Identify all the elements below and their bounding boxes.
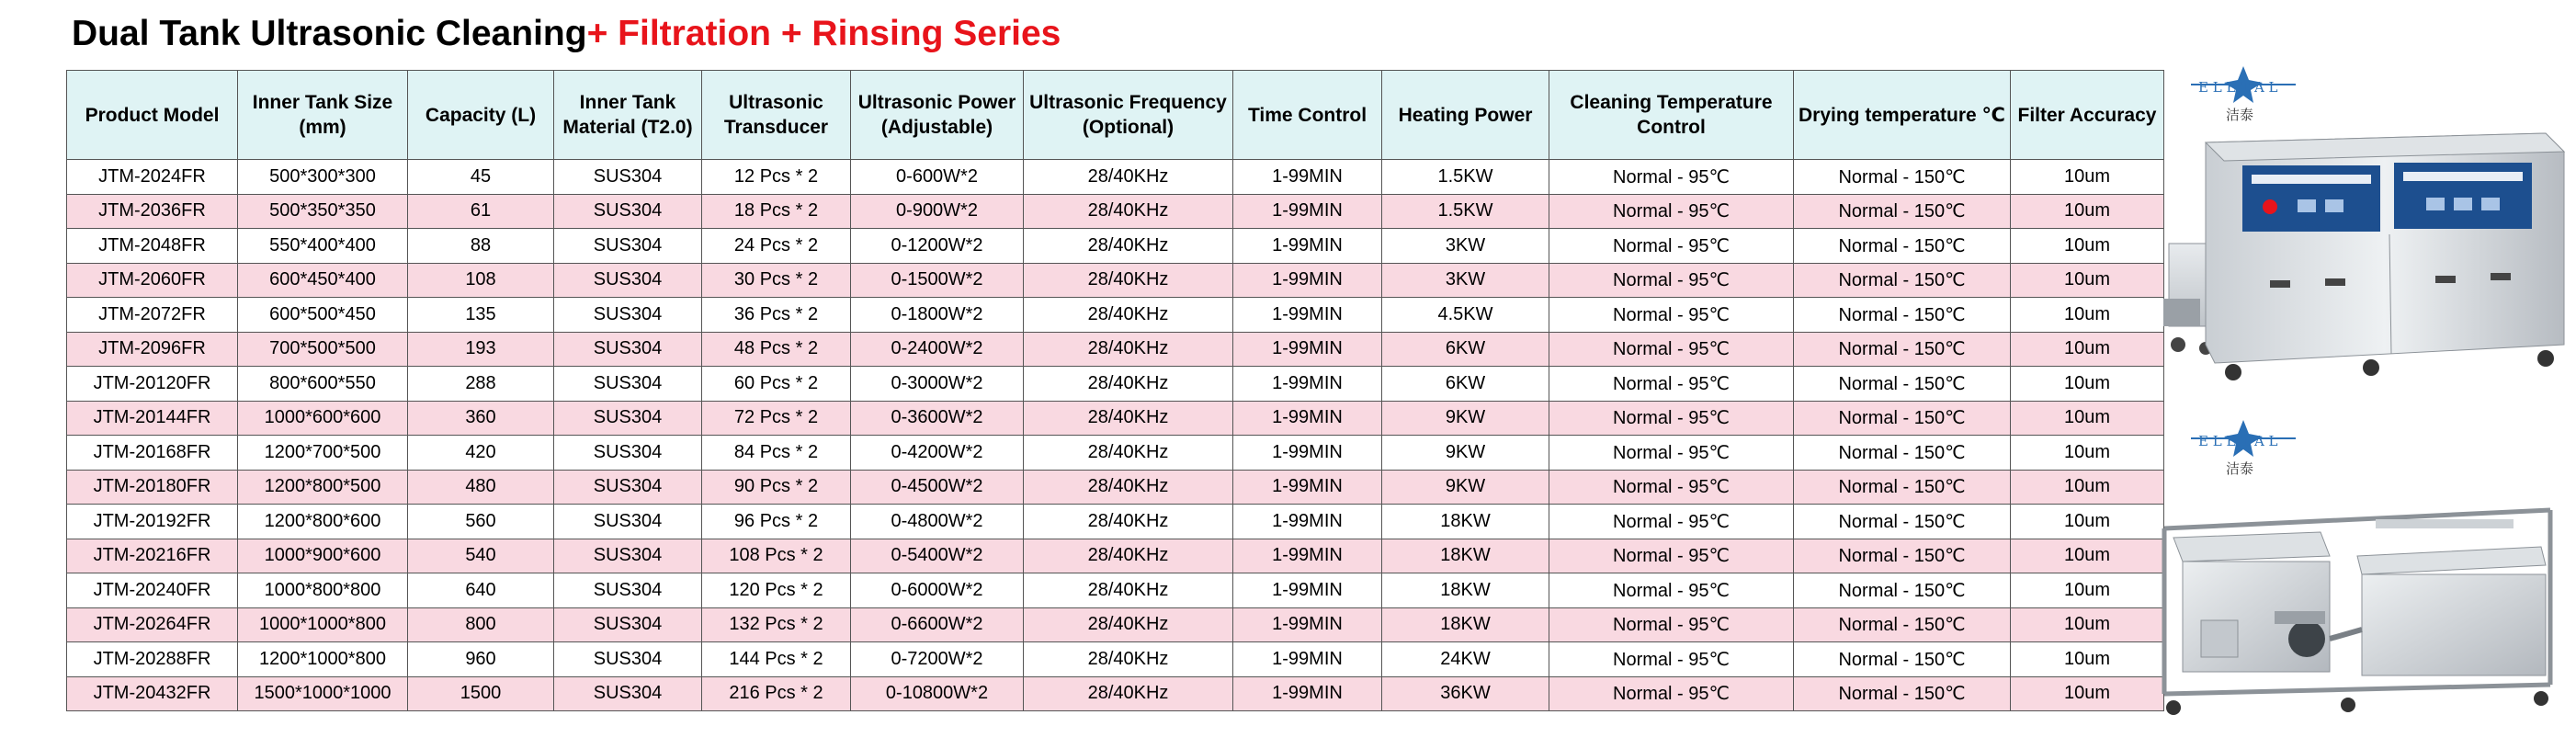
table-cell: Normal - 150℃ <box>1794 642 2011 677</box>
header-cell: Heating Power <box>1382 71 1549 160</box>
table-cell: 0-6600W*2 <box>851 607 1024 642</box>
table-cell: 120 Pcs * 2 <box>702 573 851 608</box>
table-cell: 28/40KHz <box>1024 263 1233 298</box>
table-cell: 700*500*500 <box>238 332 408 367</box>
table-cell: 18 Pcs * 2 <box>702 194 851 229</box>
table-cell: 1-99MIN <box>1233 607 1382 642</box>
table-cell: 560 <box>408 505 554 539</box>
table-cell: 1-99MIN <box>1233 298 1382 333</box>
table-cell: 0-4800W*2 <box>851 505 1024 539</box>
table-cell: 1000*600*600 <box>238 401 408 436</box>
table-cell: 1200*800*500 <box>238 470 408 505</box>
table-cell: 10um <box>2011 229 2164 264</box>
table-cell: 28/40KHz <box>1024 505 1233 539</box>
table-cell: SUS304 <box>554 229 702 264</box>
table-cell: 12 Pcs * 2 <box>702 160 851 195</box>
table-cell: 3KW <box>1382 263 1549 298</box>
table-cell: 28/40KHz <box>1024 160 1233 195</box>
page-title <box>72 11 1061 57</box>
table-cell: 88 <box>408 229 554 264</box>
header-cell: Ultrasonic Transducer <box>702 71 851 160</box>
header-cell: Ultrasonic Frequency (Optional) <box>1024 71 1233 160</box>
table-cell: 1-99MIN <box>1233 332 1382 367</box>
table-cell: Normal - 150℃ <box>1794 229 2011 264</box>
table-cell: SUS304 <box>554 607 702 642</box>
table-cell: SUS304 <box>554 573 702 608</box>
table-cell: Normal - 150℃ <box>1794 436 2011 471</box>
table-cell: 0-3600W*2 <box>851 401 1024 436</box>
header-cell: Time Control <box>1233 71 1382 160</box>
table-cell: 500*350*350 <box>238 194 408 229</box>
table-cell: JTM-20432FR <box>67 676 238 711</box>
table-cell: 10um <box>2011 607 2164 642</box>
table-cell: SUS304 <box>554 436 702 471</box>
table-cell: 28/40KHz <box>1024 607 1233 642</box>
table-cell: Normal - 95℃ <box>1549 642 1794 677</box>
table-cell: 420 <box>408 436 554 471</box>
table-cell: 108 <box>408 263 554 298</box>
table-cell: Normal - 95℃ <box>1549 470 1794 505</box>
table-cell: 6KW <box>1382 367 1549 402</box>
table-cell: Normal - 150℃ <box>1794 298 2011 333</box>
table-row <box>67 229 2164 264</box>
table-cell: JTM-2024FR <box>67 160 238 195</box>
table-row <box>67 607 2164 642</box>
table-cell: 36KW <box>1382 676 1549 711</box>
table-cell: 96 Pcs * 2 <box>702 505 851 539</box>
table-cell: SUS304 <box>554 642 702 677</box>
table-cell: SUS304 <box>554 401 702 436</box>
table-cell: 9KW <box>1382 436 1549 471</box>
header-cell: Inner Tank Material (T2.0) <box>554 71 702 160</box>
table-cell: 30 Pcs * 2 <box>702 263 851 298</box>
table-cell: JTM-2096FR <box>67 332 238 367</box>
table-cell: Normal - 150℃ <box>1794 505 2011 539</box>
table-row <box>67 332 2164 367</box>
table-cell: JTM-20264FR <box>67 607 238 642</box>
table-cell: Normal - 150℃ <box>1794 607 2011 642</box>
table-cell: 0-4500W*2 <box>851 470 1024 505</box>
table-cell: 61 <box>408 194 554 229</box>
table-cell: 0-2400W*2 <box>851 332 1024 367</box>
table-cell: 18KW <box>1382 573 1549 608</box>
table-cell: 1000*800*800 <box>238 573 408 608</box>
table-cell: 84 Pcs * 2 <box>702 436 851 471</box>
table-cell: 0-600W*2 <box>851 160 1024 195</box>
table-cell: SUS304 <box>554 676 702 711</box>
table-cell: 10um <box>2011 401 2164 436</box>
table-cell: 1-99MIN <box>1233 160 1382 195</box>
table-cell: 90 Pcs * 2 <box>702 470 851 505</box>
table-cell: 1200*700*500 <box>238 436 408 471</box>
dual-tank-filtration-machine-image <box>2146 501 2569 735</box>
table-cell: Normal - 150℃ <box>1794 160 2011 195</box>
table-cell: Normal - 95℃ <box>1549 367 1794 402</box>
table-cell: SUS304 <box>554 505 702 539</box>
table-cell: 1-99MIN <box>1233 642 1382 677</box>
table-cell: 1-99MIN <box>1233 401 1382 436</box>
brand-logo <box>2185 418 2301 477</box>
table-cell: Normal - 150℃ <box>1794 676 2011 711</box>
table-cell: 0-1500W*2 <box>851 263 1024 298</box>
table-cell: 640 <box>408 573 554 608</box>
table-row <box>67 160 2164 195</box>
table-cell: 500*300*300 <box>238 160 408 195</box>
table-cell: Normal - 150℃ <box>1794 194 2011 229</box>
logo-star-icon <box>2185 64 2301 123</box>
table-row <box>67 367 2164 402</box>
table-cell: 28/40KHz <box>1024 401 1233 436</box>
table-cell: 135 <box>408 298 554 333</box>
table-cell: 72 Pcs * 2 <box>702 401 851 436</box>
header-cell: Drying temperature ℃ <box>1794 71 2011 160</box>
table-cell: 0-5400W*2 <box>851 539 1024 573</box>
table-cell: JTM-20192FR <box>67 505 238 539</box>
table-row <box>67 298 2164 333</box>
table-cell: Normal - 150℃ <box>1794 332 2011 367</box>
table-cell: 9KW <box>1382 401 1549 436</box>
table-cell: 48 Pcs * 2 <box>702 332 851 367</box>
table-cell: 10um <box>2011 642 2164 677</box>
table-row <box>67 505 2164 539</box>
table-cell: 800 <box>408 607 554 642</box>
table-cell: 10um <box>2011 367 2164 402</box>
table-cell: 144 Pcs * 2 <box>702 642 851 677</box>
table-cell: SUS304 <box>554 160 702 195</box>
table-cell: 1-99MIN <box>1233 367 1382 402</box>
table-header-row <box>67 71 2164 160</box>
table-cell: Normal - 95℃ <box>1549 607 1794 642</box>
table-row <box>67 676 2164 711</box>
table-cell: 132 Pcs * 2 <box>702 607 851 642</box>
table-cell: 10um <box>2011 505 2164 539</box>
table-cell: JTM-20120FR <box>67 367 238 402</box>
table-cell: 28/40KHz <box>1024 436 1233 471</box>
table-cell: SUS304 <box>554 470 702 505</box>
table-cell: Normal - 150℃ <box>1794 573 2011 608</box>
table-cell: 216 Pcs * 2 <box>702 676 851 711</box>
table-cell: 10um <box>2011 160 2164 195</box>
table-cell: Normal - 95℃ <box>1549 160 1794 195</box>
table-cell: 28/40KHz <box>1024 573 1233 608</box>
table-cell: 28/40KHz <box>1024 642 1233 677</box>
table-cell: JTM-20240FR <box>67 573 238 608</box>
table-cell: 600*500*450 <box>238 298 408 333</box>
table-cell: 600*450*400 <box>238 263 408 298</box>
table-cell: 28/40KHz <box>1024 194 1233 229</box>
table-cell: 1-99MIN <box>1233 470 1382 505</box>
table-cell: SUS304 <box>554 194 702 229</box>
table-cell: Normal - 95℃ <box>1549 194 1794 229</box>
table-cell: 0-3000W*2 <box>851 367 1024 402</box>
table-cell: 0-10800W*2 <box>851 676 1024 711</box>
table-cell: 1500 <box>408 676 554 711</box>
table-cell: 10um <box>2011 436 2164 471</box>
table-cell: JTM-2048FR <box>67 229 238 264</box>
table-cell: 60 Pcs * 2 <box>702 367 851 402</box>
table-cell: Normal - 95℃ <box>1549 229 1794 264</box>
table-cell: 36 Pcs * 2 <box>702 298 851 333</box>
table-cell: 28/40KHz <box>1024 539 1233 573</box>
table-cell: 1-99MIN <box>1233 263 1382 298</box>
table-cell: 1.5KW <box>1382 194 1549 229</box>
table-cell: 550*400*400 <box>238 229 408 264</box>
table-cell: Normal - 150℃ <box>1794 401 2011 436</box>
table-cell: 0-1800W*2 <box>851 298 1024 333</box>
table-cell: JTM-20144FR <box>67 401 238 436</box>
table-cell: 45 <box>408 160 554 195</box>
table-cell: JTM-20216FR <box>67 539 238 573</box>
table-cell: 28/40KHz <box>1024 676 1233 711</box>
table-cell: Normal - 95℃ <box>1549 573 1794 608</box>
table-cell: 18KW <box>1382 505 1549 539</box>
table-cell: 0-1200W*2 <box>851 229 1024 264</box>
spec-table <box>66 70 2164 711</box>
table-cell: JTM-20168FR <box>67 436 238 471</box>
table-cell: 1-99MIN <box>1233 194 1382 229</box>
table-cell: Normal - 150℃ <box>1794 470 2011 505</box>
table-cell: 10um <box>2011 470 2164 505</box>
dual-tank-cabinet-machine-image <box>2160 124 2576 395</box>
table-cell: Normal - 150℃ <box>1794 263 2011 298</box>
table-cell: 0-900W*2 <box>851 194 1024 229</box>
table-cell: 960 <box>408 642 554 677</box>
table-row <box>67 642 2164 677</box>
table-cell: 193 <box>408 332 554 367</box>
table-cell: 1200*800*600 <box>238 505 408 539</box>
table-cell: 288 <box>408 367 554 402</box>
table-row <box>67 573 2164 608</box>
table-cell: Normal - 150℃ <box>1794 539 2011 573</box>
table-cell: JTM-2072FR <box>67 298 238 333</box>
table-cell: JTM-20288FR <box>67 642 238 677</box>
header-cell: Ultrasonic Power (Adjustable) <box>851 71 1024 160</box>
header-cell: Cleaning Temperature Control <box>1549 71 1794 160</box>
table-cell: 28/40KHz <box>1024 367 1233 402</box>
table-row <box>67 436 2164 471</box>
table-cell: Normal - 95℃ <box>1549 263 1794 298</box>
table-cell: 0-4200W*2 <box>851 436 1024 471</box>
table-cell: JTM-2060FR <box>67 263 238 298</box>
table-cell: 1200*1000*800 <box>238 642 408 677</box>
table-cell: 3KW <box>1382 229 1549 264</box>
table-cell: SUS304 <box>554 263 702 298</box>
table-cell: 4.5KW <box>1382 298 1549 333</box>
table-cell: 360 <box>408 401 554 436</box>
table-cell: 0-7200W*2 <box>851 642 1024 677</box>
table-cell: SUS304 <box>554 298 702 333</box>
table-cell: 10um <box>2011 332 2164 367</box>
table-cell: 18KW <box>1382 539 1549 573</box>
table-cell: 1-99MIN <box>1233 573 1382 608</box>
table-cell: 6KW <box>1382 332 1549 367</box>
table-row <box>67 401 2164 436</box>
table-cell: 10um <box>2011 573 2164 608</box>
table-cell: 24 Pcs * 2 <box>702 229 851 264</box>
table-cell: 10um <box>2011 194 2164 229</box>
table-cell: 28/40KHz <box>1024 332 1233 367</box>
table-cell: 9KW <box>1382 470 1549 505</box>
table-cell: Normal - 95℃ <box>1549 401 1794 436</box>
table-cell: 28/40KHz <box>1024 229 1233 264</box>
logo-letters: E L E T A L <box>2198 433 2278 449</box>
header-cell: Capacity (L) <box>408 71 554 160</box>
table-cell: JTM-20180FR <box>67 470 238 505</box>
logo-star-icon <box>2185 418 2301 477</box>
table-cell: 1-99MIN <box>1233 539 1382 573</box>
table-cell: SUS304 <box>554 367 702 402</box>
table-cell: 1000*1000*800 <box>238 607 408 642</box>
table-cell: 28/40KHz <box>1024 470 1233 505</box>
table-cell: 1.5KW <box>1382 160 1549 195</box>
table-cell: 10um <box>2011 263 2164 298</box>
brand-logo <box>2185 64 2301 123</box>
table-cell: Normal - 95℃ <box>1549 676 1794 711</box>
table-cell: 540 <box>408 539 554 573</box>
table-cell: 0-6000W*2 <box>851 573 1024 608</box>
table-cell: 10um <box>2011 298 2164 333</box>
table-cell: 1-99MIN <box>1233 505 1382 539</box>
table-cell: 1000*900*600 <box>238 539 408 573</box>
table-cell: JTM-2036FR <box>67 194 238 229</box>
table-cell: 1-99MIN <box>1233 229 1382 264</box>
table-cell: 10um <box>2011 676 2164 711</box>
table-body <box>67 160 2164 711</box>
table-row <box>67 263 2164 298</box>
header-cell: Product Model <box>67 71 238 160</box>
table-cell: 10um <box>2011 539 2164 573</box>
table-cell: 800*600*550 <box>238 367 408 402</box>
title-main: Dual Tank Ultrasonic Cleaning <box>72 14 587 53</box>
table-cell: 1-99MIN <box>1233 676 1382 711</box>
header-cell: Filter Accuracy <box>2011 71 2164 160</box>
table-cell: Normal - 95℃ <box>1549 298 1794 333</box>
table-cell: 108 Pcs * 2 <box>702 539 851 573</box>
table-cell: Normal - 95℃ <box>1549 539 1794 573</box>
logo-chinese: 洁泰 <box>2226 107 2254 123</box>
header-cell: Inner Tank Size (mm) <box>238 71 408 160</box>
title-highlight: + Filtration + Rinsing Series <box>586 14 1061 53</box>
logo-chinese: 洁泰 <box>2226 460 2254 477</box>
table-row <box>67 194 2164 229</box>
table-cell: 1500*1000*1000 <box>238 676 408 711</box>
table-cell: Normal - 150℃ <box>1794 367 2011 402</box>
table-cell: Normal - 95℃ <box>1549 332 1794 367</box>
table-cell: Normal - 95℃ <box>1549 436 1794 471</box>
table-cell: 28/40KHz <box>1024 298 1233 333</box>
table-row <box>67 470 2164 505</box>
table-cell: 18KW <box>1382 607 1549 642</box>
table-row <box>67 539 2164 573</box>
table-cell: 24KW <box>1382 642 1549 677</box>
table-cell: SUS304 <box>554 332 702 367</box>
table-cell: Normal - 95℃ <box>1549 505 1794 539</box>
table-cell: 480 <box>408 470 554 505</box>
table-cell: SUS304 <box>554 539 702 573</box>
logo-letters: E L E T A L <box>2198 79 2278 96</box>
table-cell: 1-99MIN <box>1233 436 1382 471</box>
